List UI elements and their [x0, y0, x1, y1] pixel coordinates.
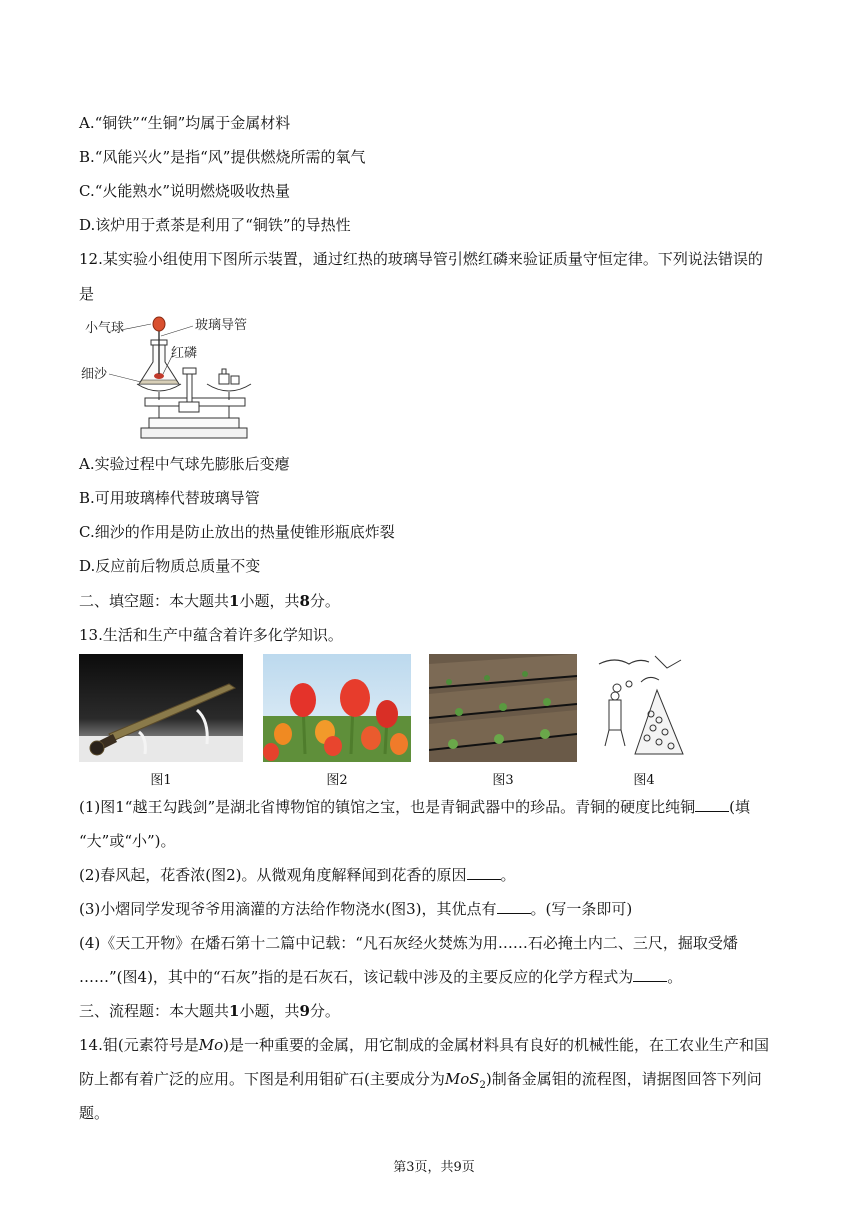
q11-option-d: D.该炉用于煮茶是利用了“铜铁”的导热性	[79, 216, 351, 234]
figure-3-drip-irrigation	[429, 654, 577, 762]
figure-1-caption: 图1	[150, 773, 172, 788]
figure-4-caption: 图4	[633, 773, 655, 788]
q12-stem-line2: 是	[79, 285, 95, 303]
figure-1-bronze-sword	[79, 654, 243, 762]
q13-part4-line1: (4)《天工开物》在燔石第十二篇中记载：“凡石灰经火焚炼为用……石必掩土内二、三尺，掘取受燔	[79, 934, 738, 952]
label-red-phosphorus: 红磷	[171, 346, 198, 361]
q13-part1-line1: (1)图1“越王勾践剑”是湖北省博物馆的镇馆之宝，也是青铜武器中的珍品。青铜的硬度比纯铜 (填	[79, 798, 750, 816]
answer-blank[interactable]	[633, 967, 667, 982]
q11-option-c: C.“火能熟水”说明燃烧吸收热量	[79, 182, 291, 200]
q12-option-d: D.反应前后物质总质量不变	[79, 557, 261, 575]
q11-option-a: A.“铜铁”“生铜”均属于金属材料	[79, 114, 291, 132]
q14-line2: 防上都有着广泛的应用。下图是利用钼矿石(主要成分为MoS$_2$)制备金属钼的流程图，请据图回答下列问	[79, 1070, 762, 1091]
q11-option-b: B.“风能兴火”是指“风”提供燃烧所需的氧气	[79, 148, 366, 166]
answer-blank[interactable]	[467, 865, 501, 880]
q14-line1: 14.钼(元素符号是Mo)是一种重要的金属，用它制成的金属材料具有良好的机械性能，在工农业生产和国	[79, 1036, 769, 1054]
label-fine-sand: 细沙	[81, 367, 108, 382]
page-number-footer: 第3页，共9页	[393, 1160, 475, 1175]
answer-blank[interactable]	[695, 797, 729, 812]
q13-part1-line2: “大”或“小”)。	[79, 832, 176, 850]
label-glass-tube: 玻璃导管	[195, 318, 248, 333]
q12-option-b: B.可用玻璃棒代替玻璃导管	[79, 489, 260, 507]
q12-option-c: C.细沙的作用是防止放出的热量使锥形瓶底炸裂	[79, 523, 395, 541]
answer-blank[interactable]	[497, 899, 531, 914]
q13-part3: (3)小熠同学发现爷爷用滴灌的方法给作物浇水(图3)，其优点有 。(写一条即可)	[79, 900, 633, 918]
q12-stem-line1: 12.某实验小组使用下图所示装置，通过红热的玻璃导管引燃红磷来验证质量守恒定律。下列说法错误的	[79, 250, 763, 268]
figure-4-lime-kiln-illustration	[595, 654, 685, 762]
formula-mos2: MoS	[444, 1070, 480, 1088]
q12-option-a: A.实验过程中气球先膨胀后变瘪	[79, 455, 290, 473]
section-2-heading: 二、填空题：本大题共1小题，共8分。	[79, 592, 340, 610]
figure-3-caption: 图3	[492, 773, 514, 788]
label-balloon: 小气球	[85, 321, 125, 336]
section-3-heading: 三、流程题：本大题共1小题，共9分。	[79, 1002, 340, 1020]
figure-2-caption: 图2	[326, 773, 348, 788]
q13-part4-line2: ……”(图4)，其中的“石灰”指的是石灰石，该记载中涉及的主要反应的化学方程式为 。	[79, 968, 683, 986]
element-symbol-mo: Mo	[198, 1036, 224, 1054]
q12-apparatus-diagram	[79, 310, 259, 442]
figure-2-tulips	[263, 654, 411, 762]
q13-stem: 13.生活和生产中蕴含着许多化学知识。	[79, 626, 343, 644]
q14-line3: 题。	[79, 1104, 110, 1122]
q13-part2: (2)春风起，花香浓(图2)。从微观角度解释闻到花香的原因 。	[79, 866, 516, 884]
